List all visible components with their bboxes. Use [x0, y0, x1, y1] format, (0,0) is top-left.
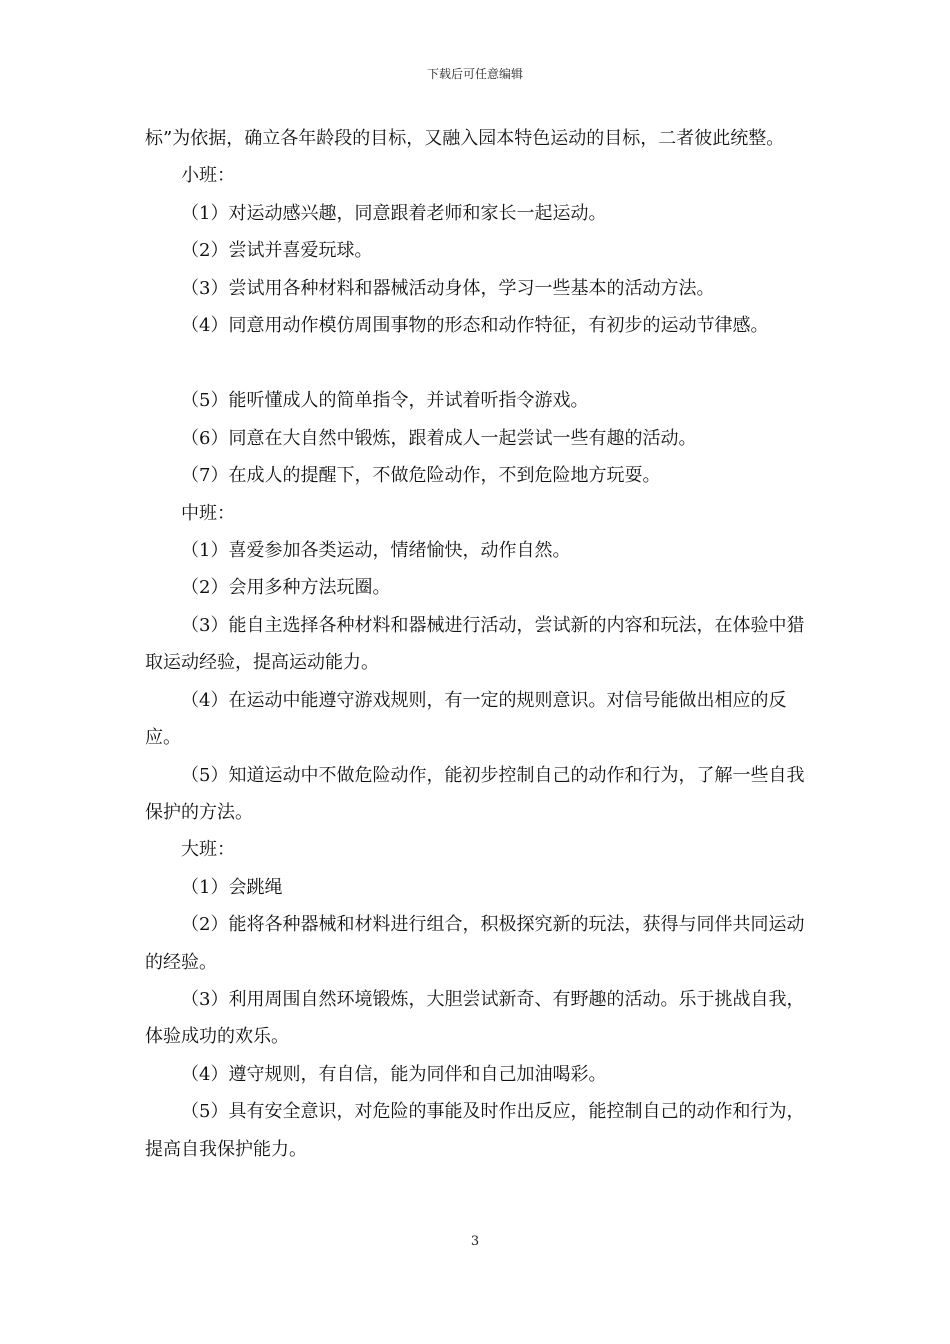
paragraph: 标”为依据，确立各年龄段的目标，又融入园本特色运动的目标，二者彼此统整。	[145, 128, 785, 149]
paragraph: （2）会用多种方法玩圈。	[181, 577, 391, 599]
paragraph: （6）同意在大自然中锻炼，跟着成人一起尝试一些有趣的活动。	[181, 427, 697, 449]
paragraph: （3）尝试用各种材料和器械活动身体，学习一些基本的活动方法。	[181, 277, 715, 299]
paragraph: 大班：	[181, 839, 235, 861]
paragraph: （3）利用周围自然环境锻炼，大胆尝试新奇、有野趣的活动。乐于挑战自我，体验成功的欢乐。	[145, 988, 805, 1048]
paragraph: （1）喜爱参加各类运动，情绪愉快，动作自然。	[181, 540, 571, 562]
paragraph: （4）同意用动作模仿周围事物的形态和动作特征，有初步的运动节律感。	[181, 315, 769, 337]
paragraph: （5）能听懂成人的简单指令，并试着听指令游戏。	[181, 390, 589, 412]
paragraph: （2）尝试并喜爱玩球。	[181, 240, 373, 262]
paragraph: （7）在成人的提醒下，不做危险动作，不到危险地方玩耍。	[181, 465, 661, 487]
paragraph-gap	[145, 344, 810, 382]
paragraph: （4）在运动中能遵守游戏规则，有一定的规则意识。对信号能做出相应的反应。	[145, 689, 787, 749]
paragraph: 中班：	[181, 502, 235, 524]
paragraph: （4）遵守规则，有自信，能为同伴和自己加油喝彩。	[181, 1063, 607, 1085]
page-number: 3	[470, 1234, 480, 1249]
paragraph: （1）对运动感兴趣，同意跟着老师和家长一起运动。	[181, 202, 607, 224]
paragraph: （5）知道运动中不做危险动作，能初步控制自己的动作和行为，了解一些自我保护的方法。	[145, 764, 805, 823]
paragraph: （5）具有安全意识，对危险的事能及时作出反应，能控制自己的动作和行为，提高自我保护能力。	[145, 1101, 805, 1160]
paragraph: （3）能自主选择各种材料和器械进行活动，尝试新的内容和玩法，在体验中猎取运动经验，提高运动能力。	[145, 614, 805, 674]
page-header: 下载后可任意编辑	[426, 67, 523, 81]
document-body	[145, 120, 810, 1168]
paragraph: （2）能将各种器械和材料进行组合，积极探究新的玩法，获得与同伴共同运动的经验。	[145, 914, 805, 973]
paragraph: 小班：	[181, 165, 235, 187]
paragraph: （1）会跳绳	[181, 876, 283, 898]
